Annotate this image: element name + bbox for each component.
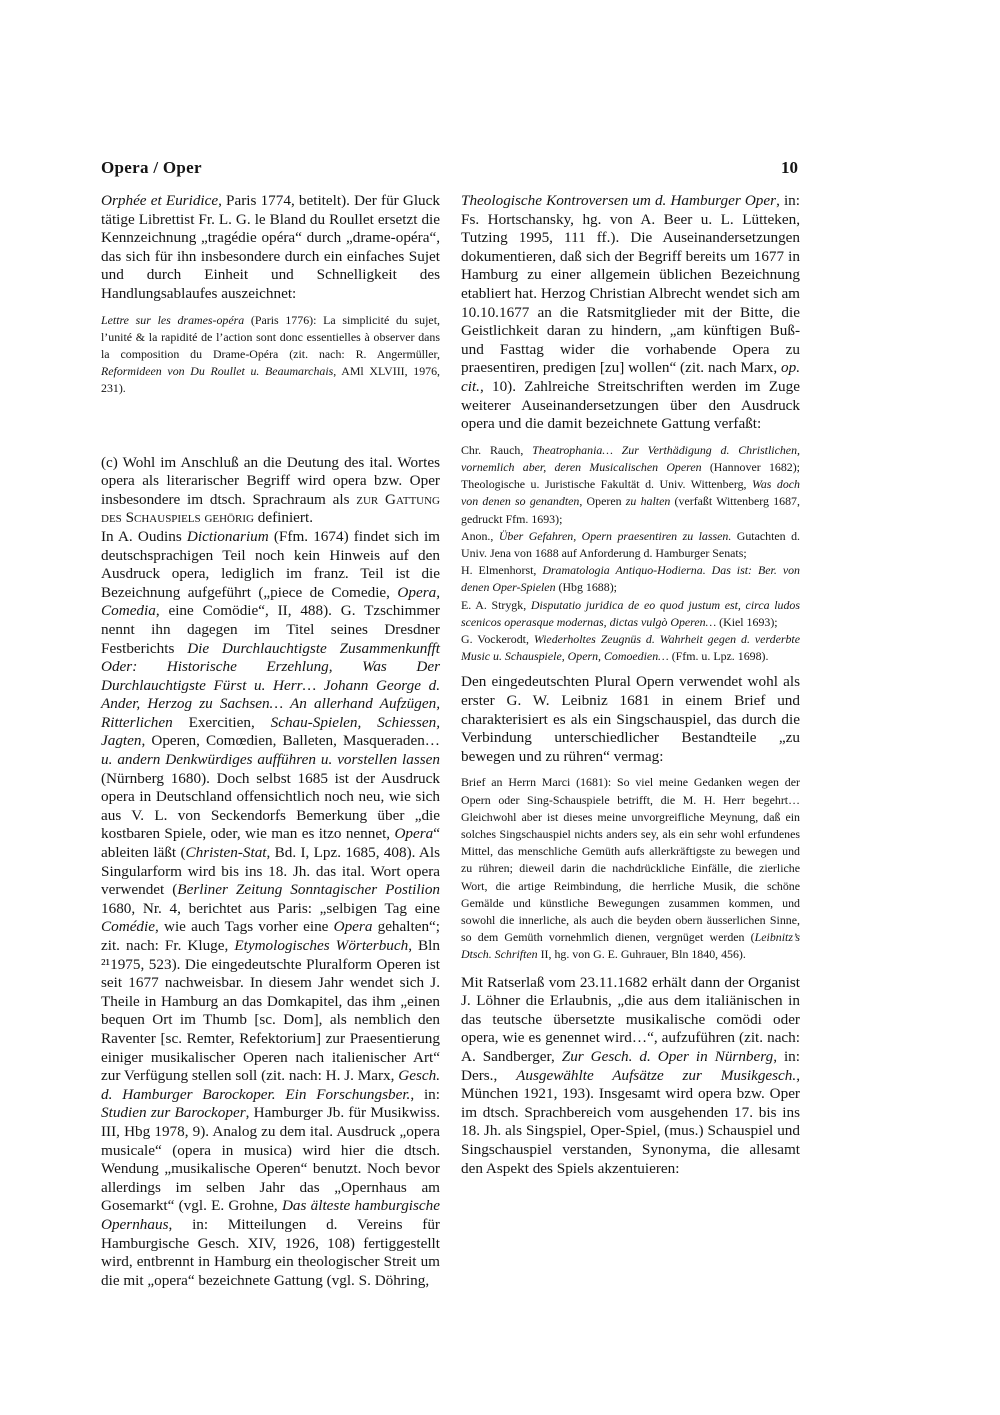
text-run: (verfaßt Wittenberg 1687, gedruckt Ffm. 1693); — [461, 494, 800, 526]
left-column — [101, 192, 440, 1290]
italic-run: Ausgewählte Aufsätze zur Musikgesch. — [516, 1066, 797, 1084]
paragraph-orphee — [101, 192, 440, 304]
text-run: , Operen, Comœdien, Balleten, Masqueraden… — [141, 732, 440, 750]
text-run: , in: Fs. Hortschansky, hg. von A. Beer u. L. Lütteken, Tutzing 1995, 111 ff.). Die Auseinandersetzungen dokumentieren, daß sich der Begriff bereits um 1677 in Hamburg zu einer allgemein üblichen Bezeichnung etabliert hat. Herzog Christian Albrecht wendet sich am 10.10.1677 an die Ratsmitglieder mit der Bitte, die Geistlichkeit daran zu hindern, „am künftigen Buß- und Fasttag wider die vorhabende Opera zu praesentiren, predigen [zu] wollen“ (zit. nach Marx, — [461, 192, 800, 377]
text-run: In A. Oudins — [101, 527, 187, 545]
text-run: G. Vockerodt, — [461, 631, 534, 646]
italic-run: Studien zur Barockoper — [101, 1104, 246, 1122]
page-header — [101, 158, 798, 184]
bibliography-list — [461, 442, 800, 666]
italic-run: Etymologisches Wörterbuch — [234, 937, 409, 955]
italic-run: Comédie — [101, 918, 155, 936]
italic-run: Das älteste hamburgische Opernhaus — [101, 1197, 441, 1233]
italic-run: Opera, Comedia — [101, 583, 440, 620]
italic-run: Was doch von denen so genandten — [461, 477, 800, 509]
text-run: , wie auch Tags vorher eine — [155, 918, 334, 936]
text-run: Chr. Rauch, — [461, 442, 533, 457]
bibliography-entry — [461, 562, 800, 596]
italic-run: Gesch. d. Hamburger Barockoper. Ein Forschungsber. — [101, 1067, 440, 1103]
bibliography-entry — [461, 597, 800, 631]
text-run: E. A. Strygk, — [461, 597, 531, 612]
text-run: , Operen — [579, 494, 626, 509]
text-run: II, hg. von G. E. Guhrauer, Bln 1840, 456). — [537, 947, 746, 962]
italic-run: op. cit. — [461, 359, 800, 395]
text-run: gehalten“; zit. nach: Fr. Kluge, — [101, 918, 441, 955]
text-run: , Paris 1774, betitelt). Der für Gluck tätige Librettist Fr. L. G. le Bland du Roullet ersetzt die Kennzeichnung „tragédie opéra“ durch „drame-opéra“, das sich für ihn insbesondere durch ein einfaches Sujet und durch Einheit und Schnelligkeit des Handlungsablaufes auszeichnet: — [101, 192, 440, 302]
italic-run: Opera — [333, 918, 373, 936]
italic-run: Orphée et Euridice — [101, 192, 219, 209]
italic-run: Lettre sur les drames-opéra — [101, 312, 245, 327]
paragraph-leibniz — [461, 673, 800, 766]
text-run: 1680, Nr. 4, berichtet aus Paris: „selbigen Tag eine — [101, 899, 440, 917]
small-caps-run: zur Gattung des Schauspiels gehörig — [101, 490, 440, 527]
italic-run: Die Durchlauchtigste Zusammenkunfft Oder: Historische Erzehlung, Was Der Durchlauchtigste Fürst u. Herr… Johann George d. Ander, Herzog zu Sachsen… An allerhand Aufzügen, Ritterlichen — [101, 639, 440, 731]
text-run: , AMl XLVIII, 1976, 231). — [101, 364, 440, 396]
bibliography-entry — [461, 631, 800, 665]
quotation-brief-an-herrn-marci — [461, 774, 800, 963]
italic-run: Dramatologia Antiquo-Hodierna. Das ist: Ber. von denen Oper-Spielen — [461, 563, 800, 595]
paragraph-ratserlass — [461, 974, 800, 1179]
italic-run: Wiederholtes Zeugnüs d. Wahrheit gegen d. verderbte Music u. Schauspiele, Opern, Comoedien… — [461, 631, 801, 664]
italic-run: Dictionarium — [186, 527, 269, 545]
text-run: (Ffm. u. Lpz. 1698). — [668, 649, 769, 664]
italic-run: u. andern Denkwürdiges aufführen u. vorstellen lassen — [101, 751, 440, 769]
bibliography-entry — [461, 528, 800, 562]
italic-run: Zur Gesch. d. Oper in Nürnberg — [561, 1047, 774, 1065]
text-run: (Nürnberg 1680). Doch selbst 1685 ist der Ausdruck opera in Deutschland offensichtlich noch neu, wie sich aus V. L. von Seckendorfs Bemerkung über „die kostbaren Spiele, oder, wie man es itzo nennet, — [101, 769, 440, 843]
text-run: , Hamburger Jb. für Musikwiss. III, Hbg 1978, 9). Analog zu dem ital. Ausdruck „opera musicale“ (opera in musica) wird hier die dtsch. Wendung „musikalische Operen“ benutzt. Noch bevor allerdings im selben Jahr das „Opernhaus am Gosemarkt“ (vgl. E. Grohne, — [101, 1104, 440, 1215]
text-run: Mit Ratserlaß vom 23.11.1682 erhält dann der Organist J. Löhner die Erlaubnis, „die aus dem italiänischen in das teutsche übersetzte musikalische comödi oder opera, wie es genennet wird…“, aufzuführen (zit. nach: A. Sandberger, — [461, 973, 800, 1065]
text-run: H. Elmenhorst, — [461, 563, 543, 578]
page-number: 10 — [781, 158, 798, 177]
text-run: (Hbg 1688); — [555, 580, 617, 595]
text-run: definiert. — [253, 509, 313, 527]
text-run: , in: Ders., — [461, 1047, 800, 1084]
text-run: Anon., — [461, 528, 499, 543]
text-run: Gutachten d. Univ. Jena von 1688 auf Anforderung d. Hamburger Senats; — [461, 528, 801, 560]
italic-run: Theatrophania… Zur Verthädigung d. Christlichen, vornemlich aber, deren Musicalischen Operen — [461, 442, 800, 474]
text-run: (Kiel 1693); — [716, 614, 778, 629]
italic-run: Schau-Spielen, Schiessen, Jagten — [101, 713, 440, 750]
text-run: (Hannover 1682); Theologische u. Juristische Fakultät d. Univ. Wittenberg, — [461, 459, 800, 492]
italic-run: Christen-Stat — [185, 844, 267, 862]
text-run: (c) Wohl im Anschluß an die Deutung des ital. Wortes opera als literarischer Begriff wird opera bzw. Oper insbesondere im dtsch. Sprachraum als — [101, 453, 440, 508]
italic-run: Theologische Kontroversen um d. Hamburger Oper — [461, 192, 777, 209]
text-run: , 10). Zahlreiche Streitschriften werden im Zuge weiterer Auseinandersetzungen über den Ausdruck opera und die damit bezeichnete Gattung verfaßt: — [461, 377, 800, 433]
italic-run: Opera — [394, 825, 434, 843]
text-run: , in: Mitteilungen d. Vereins für Hamburgische Gesch. XIV, 1926, 108) fertiggestellt wird, entbrennt in Hamburg ein theologischer Streit um die mit „opera“ bezeichnete Gattung (vgl. S. Döhring, — [101, 1215, 440, 1289]
text-run: , Bd. I, Lpz. 1685, 408). Als Singularform wird bis ins 18. Jh. das ital. Wort opera verwendet ( — [101, 844, 440, 899]
italic-run: Berliner Zeitung Sonntagischer Postilion — [177, 881, 441, 899]
paragraph-hamburg-controversy — [461, 192, 800, 434]
text-run: , Bln ²¹1975, 523). Die eingedeutschte Pluralform Operen ist seit 1677 nachweisbar. In diesem Jahr wendet sich J. Theile in Hamburg an das Domkapitel, das ihm „einen bequen Ort im Thumb [sc. Dom], als nemblich den Raventer [sc. Remter, Refektorium] zur Praesentierung einiger musikalischer Operen nach italienischer Art“ zur Verfügung stellen soll (zit. nach: H. J. Marx, — [101, 937, 440, 1085]
text-run: , München 1921, 193). Insgesamt wird opera bzw. Oper im dtsch. Sprachbereich vom ausgehenden 17. bis ins 18. Jh. als Singspiel, Oper-Spiel, (mus.) Schauspiel und Singschauspiel verstanden, Synonyma, die allesamt den Aspekt des Spiels akzentuieren: — [461, 1066, 800, 1177]
text-run: Exercitien, — [172, 713, 271, 731]
paragraph-section-c — [101, 454, 440, 528]
right-column — [461, 192, 800, 1178]
text-run: Brief an Herrn Marci (1681): So viel meine Gedanken wegen der Opern oder Sing-Schauspiele betrifft, die M. H. Herr begehrt… Gleichwohl aber ist dieses meine unvorgreifliche Meynung, daß ein solches Singschauspiel nichts anders sey, als ein sehr wohl erfundenes Mittel, das menschliche Gemüth aufs allerkräftigste zu bewegen und zu rühren; dieweil darin die nachdrückliche Einfälle, die zierliche Wort, die artige Reimbindung, die herrliche Musik, die schöne Gemälde und künstliche Bewegungen zusammen kommen, und sowohl die innerliche, als auch die beyden obern äusserlichen Sinne, so dem Gemüth vornehmlich dienen, vergnüget werden ( — [461, 775, 800, 945]
text-run: (Paris 1776): La simplicité du sujet, l’unité & la rapidité de l’action sont donc essentielles à observer dans la composition du Drame-Opéra (zit. nach: R. Angermüller, — [101, 312, 440, 361]
text-run: “ ableiten läßt ( — [101, 825, 440, 862]
italic-run: Reformideen von Du Roullet u. Beaumarchais — [101, 364, 334, 379]
text-run: (Ffm. 1674) findet sich im deutschsprachigen Teil noch kein Hinweis auf den Ausdruck opera, lediglich im franz. Teil ist die Bezeichnung aufgeführt („piece de Comedie, — [101, 527, 440, 601]
text-run: Den eingedeutschten Plural Opern verwendet wohl als erster G. W. Leibniz 1681 in einem Brief und charakterisiert es als ein Singschauspiel, das durch die Verbindung unterschiedlicher Bestandteile „zu bewegen und zu rühren“ vermag: — [461, 673, 800, 765]
italic-run: Leibnitz’s Dtsch. Schriften — [461, 930, 800, 962]
quotation-lettre-sur-les-drames — [101, 312, 440, 398]
paragraph-oudins-dictionarium — [101, 528, 440, 1290]
italic-run: zu halten — [625, 494, 671, 509]
text-run: , in: — [410, 1085, 440, 1103]
italic-run: Über Gefahren, Opern praesentiren zu lassen. — [498, 528, 732, 543]
running-title: Opera / Oper — [101, 158, 202, 177]
text-run: , eine Comödie“, II, 488). G. Tzschimmer nennt ihn dagegen im Titel seines Dresdner Festberichts — [101, 602, 440, 657]
italic-run: Disputatio juridica de eo quod justum est, circa ludos scenicos operasque modernas, dictas vulgò Operen… — [461, 597, 800, 629]
bibliography-entry — [461, 442, 800, 528]
